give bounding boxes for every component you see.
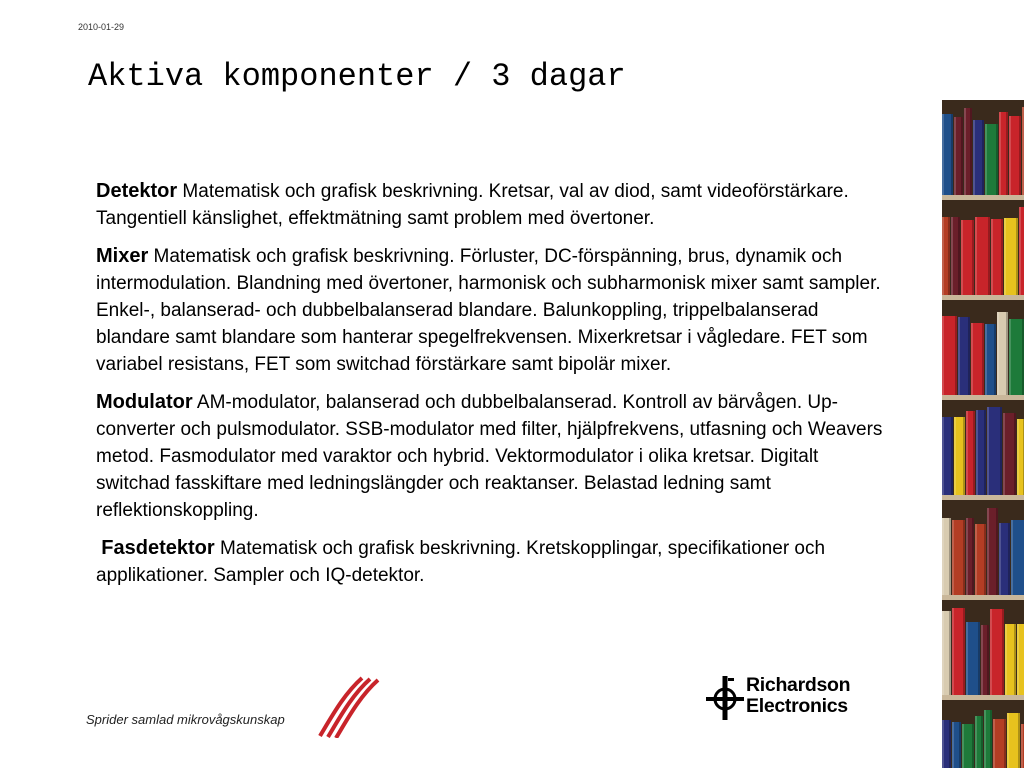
book-spine [964, 108, 972, 195]
slide-body [96, 178, 896, 600]
book-spine [1019, 207, 1024, 295]
book-spine [984, 710, 992, 768]
book-spine [962, 724, 974, 768]
shelf-plank [942, 395, 1024, 400]
book-spine [958, 317, 970, 395]
shelf-plank [942, 195, 1024, 200]
book-spine [954, 117, 963, 195]
book-spine [987, 508, 998, 595]
book-spine [1007, 713, 1020, 768]
book-spine [975, 217, 990, 295]
book-spine [1017, 624, 1024, 695]
book-spine [985, 124, 998, 195]
book-spine [1017, 419, 1024, 495]
section-detektor [96, 178, 896, 232]
book-spine [987, 407, 1002, 495]
book-spine [966, 622, 980, 695]
book-spine [976, 410, 986, 495]
book-spine [971, 323, 984, 395]
stripes-logo-icon [310, 676, 382, 738]
book-spine [942, 518, 951, 595]
book-spine [942, 720, 951, 768]
book-spine [973, 120, 984, 195]
section-term: Mixer [96, 245, 149, 267]
section-modulator [96, 389, 896, 524]
book-spine [942, 217, 950, 295]
book-spine [999, 112, 1008, 195]
logo-line-2: Electronics [746, 695, 848, 717]
book-spine [942, 611, 951, 695]
book-spine [952, 608, 965, 695]
shelf-plank [942, 295, 1024, 300]
book-spine [999, 523, 1010, 595]
book-spine [990, 609, 1004, 695]
book-spine [1003, 413, 1016, 495]
book-spine [981, 625, 989, 695]
book-spine [961, 220, 974, 295]
book-spine [991, 219, 1003, 295]
logo-line-1: Richardson [746, 674, 851, 696]
book-spine [993, 719, 1006, 768]
book-spine [1004, 218, 1018, 295]
shelf-plank [942, 595, 1024, 600]
section-fasdetektor [96, 535, 896, 589]
shelf-plank [942, 495, 1024, 500]
section-text: Matematisk och grafisk beskrivning. Kretskopplingar, specifikationer och applikationer. Sampler och IQ-detektor. [96, 538, 826, 586]
section-text: AM-modulator, balanserad och dubbelbalanserad. Kontroll av bärvågen. Up-converter och pulsmodulator. SSB-modulator med filter, hjälpfrekvens, utfasning och Weavers metod. Fasmodulator med varaktor och hybrid. Vektormodulator i olika kretsar. Digitalt switchad fasskiftare med ledningslängder och reaktanser. Belastad ledning samt reflektionskoppling. [96, 392, 883, 521]
footer-slogan: Sprider samlad mikrovågskunskap [86, 712, 285, 727]
book-spine [942, 316, 957, 395]
book-spine [1005, 624, 1016, 695]
book-spine [966, 518, 974, 595]
book-spine [997, 312, 1008, 395]
book-spine [942, 114, 953, 195]
book-spine [954, 417, 965, 495]
section-term: Detektor [96, 180, 178, 202]
book-spine [1009, 319, 1024, 395]
shelf-plank [942, 695, 1024, 700]
book-spine [952, 520, 965, 595]
richardson-emblem-icon [706, 674, 744, 722]
slide-date: 2010-01-29 [78, 22, 125, 32]
section-text: Matematisk och grafisk beskrivning. Kretsar, val av diod, samt videoförstärkare. Tangentiell känslighet, effektmätning samt problem med övertoner. [96, 181, 849, 229]
book-spine [975, 524, 986, 595]
richardson-logo [706, 674, 886, 722]
section-term: Modulator [96, 391, 193, 413]
book-spine [966, 411, 975, 495]
section-text: Matematisk och grafisk beskrivning. Förluster, DC-förspänning, brus, dynamik och intermodulation. Blandning med övertoner, harmonisk och subharmonisk mixer samt sampler. Enkel-, balanserad- och dubbelbalanserad blandare. Balunkoppling, trippelbalanserad blandare samt blandare som hanterar spegelfrekvensen. Mixerkretsar i vågledare. FET som variabel resistans, FET som switchad förstärkare samt bipolär mixer. [96, 246, 881, 375]
book-spine [951, 217, 960, 295]
book-spine [952, 722, 961, 768]
book-spine [985, 324, 996, 395]
book-spine [975, 716, 983, 768]
section-term: Fasdetektor [101, 537, 215, 559]
section-mixer [96, 243, 896, 378]
slide-title: Aktiva komponenter / 3 dagar [88, 58, 626, 95]
book-spine [1009, 116, 1021, 195]
book-spine [942, 417, 953, 495]
bookshelf-image [942, 100, 1024, 768]
logo-wordmark [746, 675, 850, 717]
book-spine [1011, 520, 1024, 595]
